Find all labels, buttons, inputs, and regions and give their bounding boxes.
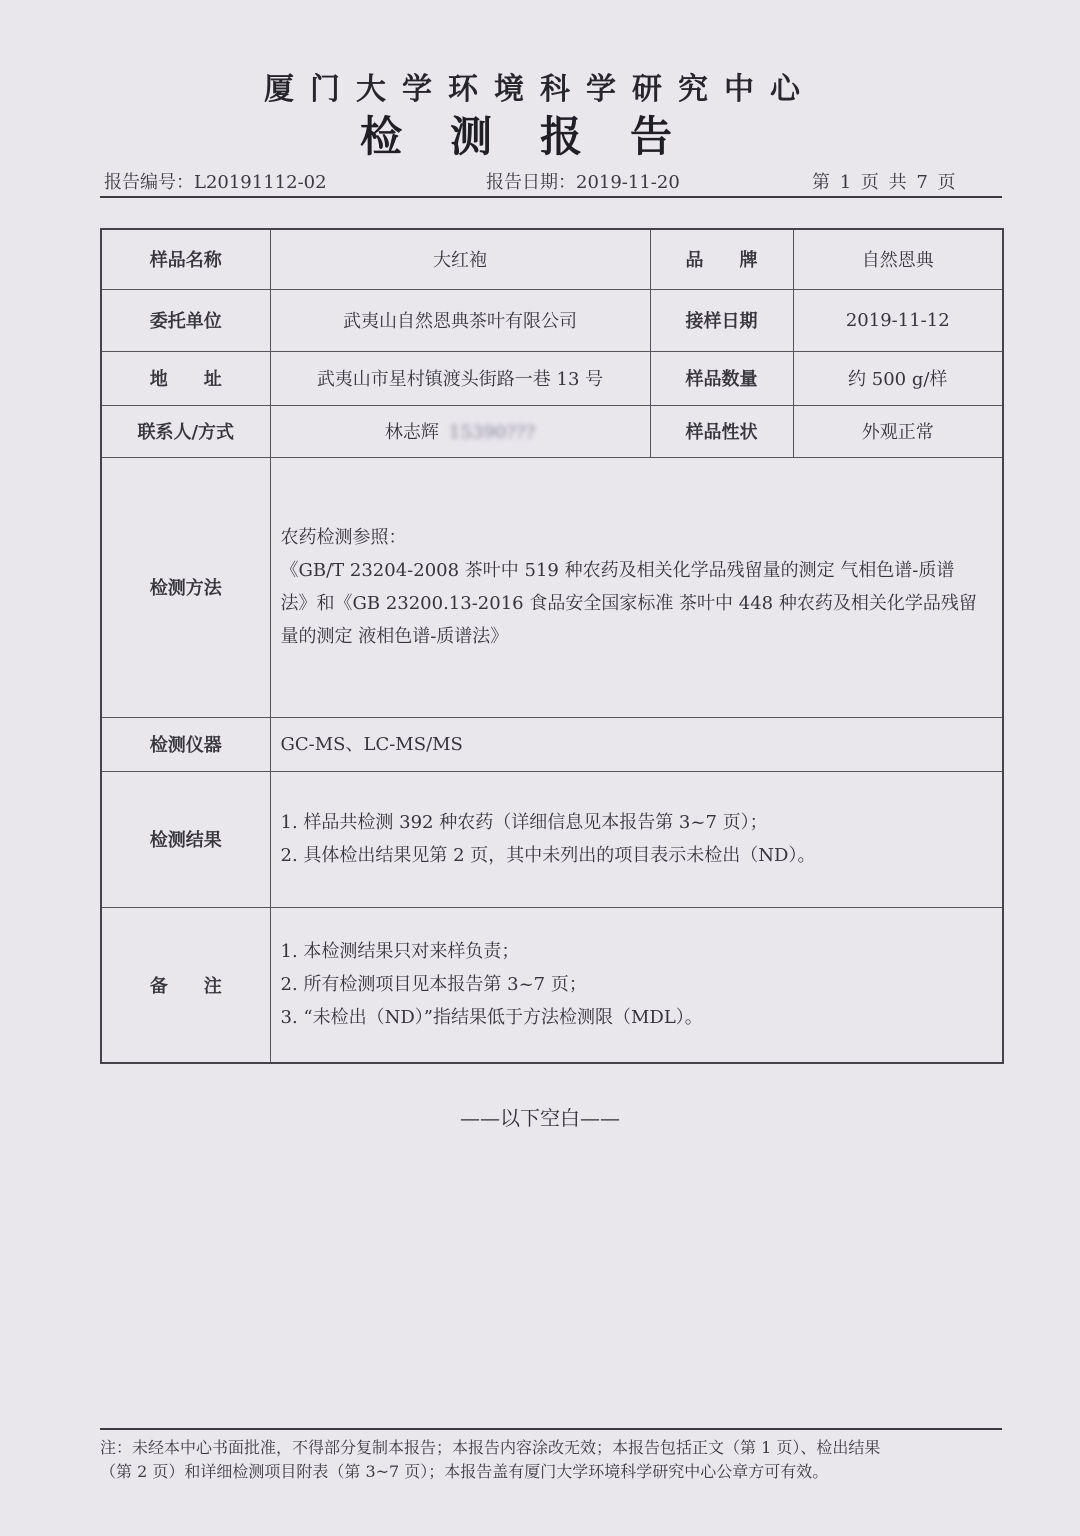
table-row bbox=[101, 457, 1003, 717]
method-label: 检测方法 bbox=[101, 457, 270, 717]
receive-date-value: 2019-11-12 bbox=[793, 289, 1003, 351]
contact-value bbox=[270, 405, 650, 457]
address-label: 地 址 bbox=[101, 351, 270, 405]
blank-below-marker: ——以下空白—— bbox=[460, 1106, 620, 1130]
remark-label: 备 注 bbox=[101, 907, 270, 1063]
report-number: 报告编号：L20191112-02 bbox=[104, 172, 327, 193]
method-value bbox=[270, 457, 1003, 717]
address-value: 武夷山市星村镇渡头街路一巷 13 号 bbox=[270, 351, 650, 405]
table-row bbox=[101, 351, 1003, 405]
table-row bbox=[101, 771, 1003, 907]
footnote-line: 注：未经本中心书面批准，不得部分复制本报告；本报告内容涂改无效；本报告包括正文（第 1 页）、检出结果 bbox=[100, 1438, 881, 1457]
result-line: 1. 样品共检测 392 种农药（详细信息见本报告第 3~7 页）； bbox=[280, 812, 768, 833]
table-row bbox=[101, 907, 1003, 1063]
quantity-value: 约 500 g/样 bbox=[793, 351, 1003, 405]
sample-name-value: 大红袍 bbox=[270, 229, 650, 289]
result-line: 2. 具体检出结果见第 2 页，其中未列出的项目表示未检出（ND）。 bbox=[280, 845, 816, 866]
footer-rule bbox=[100, 1428, 1002, 1430]
report-title: 检测报告 bbox=[359, 112, 720, 161]
table-row bbox=[101, 717, 1003, 771]
header-rule bbox=[100, 196, 1002, 198]
report-date: 报告日期：2019-11-20 bbox=[486, 172, 680, 193]
sample-name-label: 样品名称 bbox=[101, 229, 270, 289]
appearance-value: 外观正常 bbox=[793, 405, 1003, 457]
footnote bbox=[100, 1436, 1002, 1484]
page-info: 第 1 页 共 7 页 bbox=[812, 172, 958, 193]
table-row bbox=[101, 229, 1003, 289]
remark-line: 3. “未检出（ND）”指结果低于方法检测限（MDL）。 bbox=[280, 1007, 703, 1029]
result-label: 检测结果 bbox=[101, 771, 270, 907]
client-value: 武夷山自然恩典茶叶有限公司 bbox=[270, 289, 650, 351]
contact-name: 林志辉 bbox=[384, 422, 439, 443]
contact-label: 联系人/方式 bbox=[101, 405, 270, 457]
brand-value: 自然恩典 bbox=[793, 229, 1003, 289]
report-table bbox=[100, 228, 1004, 1064]
footnote-line: （第 2 页）和详细检测项目附表（第 3~7 页）；本报告盖有厦门大学环境科学研究中心公章方可有效。 bbox=[100, 1462, 829, 1481]
method-line: 《GB/T 23204-2008 茶叶中 519 种农药及相关化学品残留量的测定 气相色谱-质谱 bbox=[280, 560, 955, 581]
method-line: 农药检测参照： bbox=[280, 527, 407, 548]
result-value bbox=[270, 771, 1003, 907]
remark-line: 2. 所有检测项目见本报告第 3~7 页； bbox=[280, 974, 587, 996]
method-line: 法》和《GB 23200.13-2016 食品安全国家标准 茶叶中 448 种农药及相关化学品残留 bbox=[280, 593, 977, 614]
client-label: 委托单位 bbox=[101, 289, 270, 351]
organization-name: 厦门大学环境科学研究中心 bbox=[264, 72, 816, 107]
quantity-label: 样品数量 bbox=[650, 351, 793, 405]
receive-date-label: 接样日期 bbox=[650, 289, 793, 351]
instrument-label: 检测仪器 bbox=[101, 717, 270, 771]
remark-value bbox=[270, 907, 1003, 1063]
method-line: 量的测定 液相色谱-质谱法》 bbox=[280, 626, 509, 647]
table-row bbox=[101, 289, 1003, 351]
table-row bbox=[101, 405, 1003, 457]
contact-phone-redacted: 15390??? bbox=[448, 422, 536, 443]
instrument-value: GC-MS、LC-MS/MS bbox=[270, 717, 1003, 771]
appearance-label: 样品性状 bbox=[650, 405, 793, 457]
remark-line: 1. 本检测结果只对来样负责； bbox=[280, 941, 520, 963]
brand-label: 品 牌 bbox=[650, 229, 793, 289]
